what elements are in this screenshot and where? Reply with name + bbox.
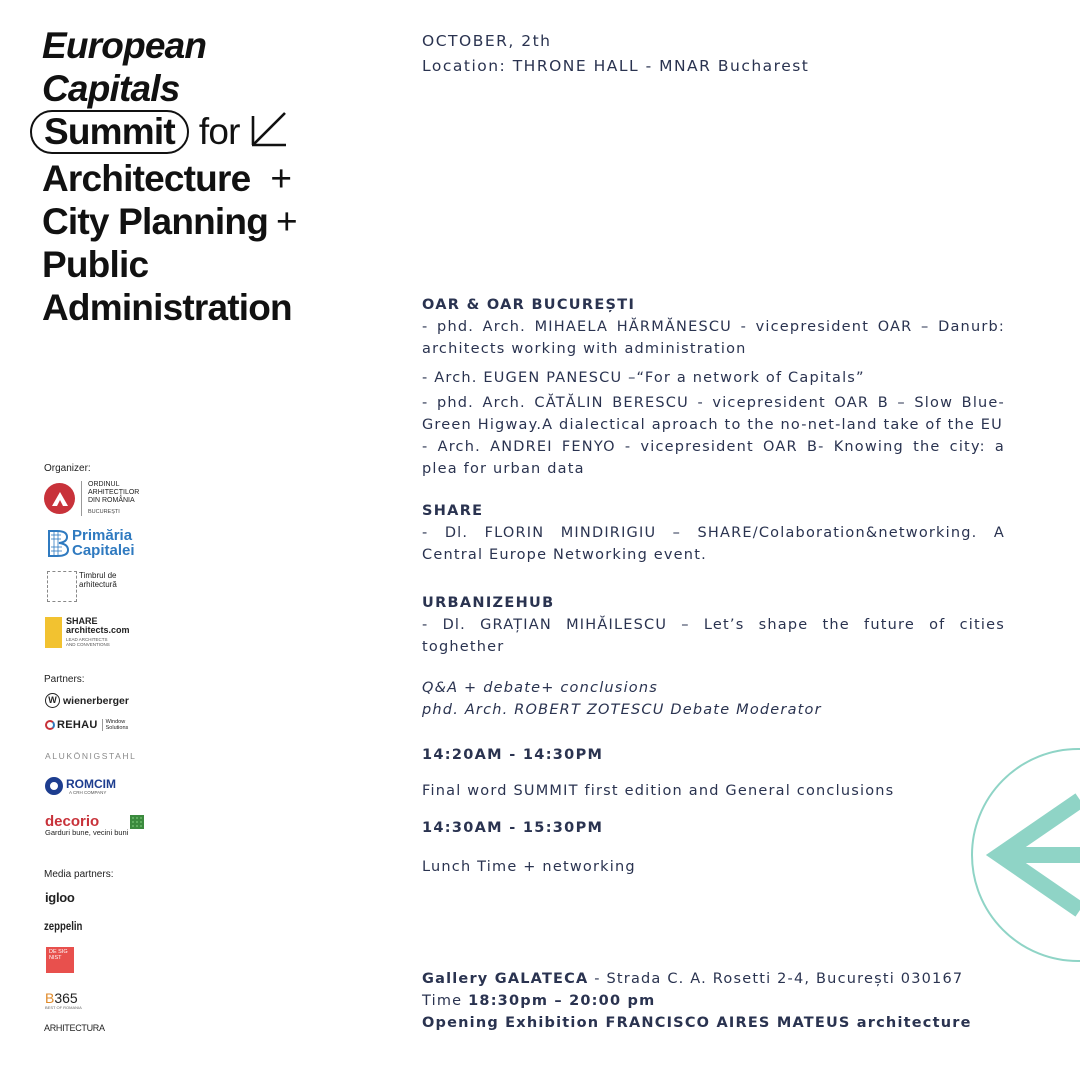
time-slot-2: 14:30AM - 15:30PM	[422, 820, 604, 836]
title-line-summit	[42, 110, 342, 157]
gallery-address: - Strada C. A. Rosetti 2-4, București 030167	[588, 971, 964, 987]
gallery-address-line	[422, 968, 1005, 990]
wienerberger-icon: W	[45, 693, 60, 708]
primaria-logo: Primăria Capitalei	[47, 528, 135, 558]
zeppelin-logo: zeppelin	[44, 919, 83, 933]
oar-icon	[44, 483, 75, 514]
time-slot-2-desc: Lunch Time + networking	[422, 859, 636, 875]
oar-speaker-1: - phd. Arch. MIHAELA HĂRMĂNESCU - vicepresident OAR – Danurb: architects working with administration	[422, 319, 1005, 357]
primaria-icon	[47, 529, 69, 557]
timbrul-icon	[47, 571, 77, 602]
gallery-time: 18:30pm – 20:00 pm	[468, 993, 656, 1009]
arhitectura-logo: ARHITECTURA	[44, 1023, 105, 1033]
decorio-icon	[130, 815, 144, 829]
share-heading: SHARE	[422, 503, 484, 519]
oar-heading: OAR & OAR BUCUREȘTI	[422, 297, 636, 313]
program-section	[422, 294, 1005, 878]
qa-line-1: Q&A + debate+ conclusions	[422, 680, 659, 696]
summit-title	[42, 24, 342, 329]
romcim-icon	[45, 777, 63, 795]
qa-line-2: phd. Arch. ROBERT ZOTESCU Debate Moderator	[422, 702, 822, 718]
organizer-label: Organizer:	[44, 463, 91, 474]
title-line-public: Public	[42, 244, 149, 285]
time-slot-1-desc: Final word SUMMIT first edition and General conclusions	[422, 783, 895, 799]
igloo-logo: igloo	[45, 890, 75, 905]
title-line-european: European	[42, 25, 207, 66]
urbanize-heading: URBANIZEHUB	[422, 595, 555, 611]
urbanize-speaker: - Dl. GRAȚIAN MIHĂILESCU – Let’s shape the future of cities toghether	[422, 617, 1005, 655]
summit-pill: Summit	[30, 110, 189, 154]
partners-label: Partners:	[44, 674, 85, 685]
gallery-opening: Opening Exhibition FRANCISCO AIRES MATEUS architecture	[422, 1015, 972, 1031]
wienerberger-logo: W wienerberger	[45, 693, 129, 708]
gallery-name: Gallery GALATECA	[422, 971, 589, 987]
title-line-city-planning: City Planning +	[42, 201, 297, 242]
decorio-logo: decorio Garduri bune, vecini buni	[45, 814, 144, 837]
share-icon	[45, 617, 62, 648]
share-logo: SHARE architects.com LEAD ARCHITECTS AND CONVENTIONS	[45, 617, 130, 648]
share-speaker: - Dl. FLORIN MINDIRIGIU – SHARE/Colaboration&networking. A Central Europe Networking event.	[422, 525, 1005, 563]
title-line-capitals: Capitals	[42, 68, 180, 109]
timbrul-logo: Timbrul de arhitectură	[47, 571, 117, 602]
designist-logo: DE SIG NIST	[46, 947, 74, 973]
time-slot-1: 14:20AM - 14:30PM	[422, 747, 604, 763]
gallery-section	[422, 968, 1005, 1034]
rehau-icon	[45, 720, 55, 730]
alukonigstahl-logo: ALUKÖNIGSTAHL	[45, 751, 137, 761]
romcim-logo: ROMCIM A CRH COMPANY	[45, 777, 116, 795]
event-info	[422, 29, 1005, 79]
rehau-logo: REHAU Window Solutions	[45, 719, 128, 731]
media-partners-label: Media partners:	[44, 869, 114, 880]
gallery-time-line: Time 18:30pm – 20:00 pm	[422, 993, 656, 1009]
oar-speaker-3: - phd. Arch. CĂTĂLIN BERESCU - vicepresident OAR B – Slow Blue-Green Higway.A dialectical aproach to the no-net-land take of the EU	[422, 395, 1005, 433]
title-for: for	[198, 111, 240, 152]
diagonal-arrow-icon	[250, 110, 288, 157]
title-line-administration: Administration	[42, 287, 292, 328]
oar-speaker-2: - Arch. EUGEN PANESCU –“For a network of Capitals”	[422, 370, 865, 386]
oar-speaker-4: - Arch. ANDREI FENYO - vicepresident OAR B- Knowing the city: a plea for urban data	[422, 439, 1005, 477]
title-line-architecture: Architecture +	[42, 158, 292, 199]
oar-logo: ORDINUL ARHITECȚILOR DIN ROMÂNIA BUCUREȘTI	[44, 481, 139, 516]
decorative-circle-arrow-icon	[970, 745, 1080, 969]
b365-logo: B365 BEST OF ROMANIA	[45, 990, 82, 1010]
event-date: OCTOBER, 2th	[422, 32, 552, 50]
event-location: Location: THRONE HALL - MNAR Bucharest	[422, 57, 810, 75]
